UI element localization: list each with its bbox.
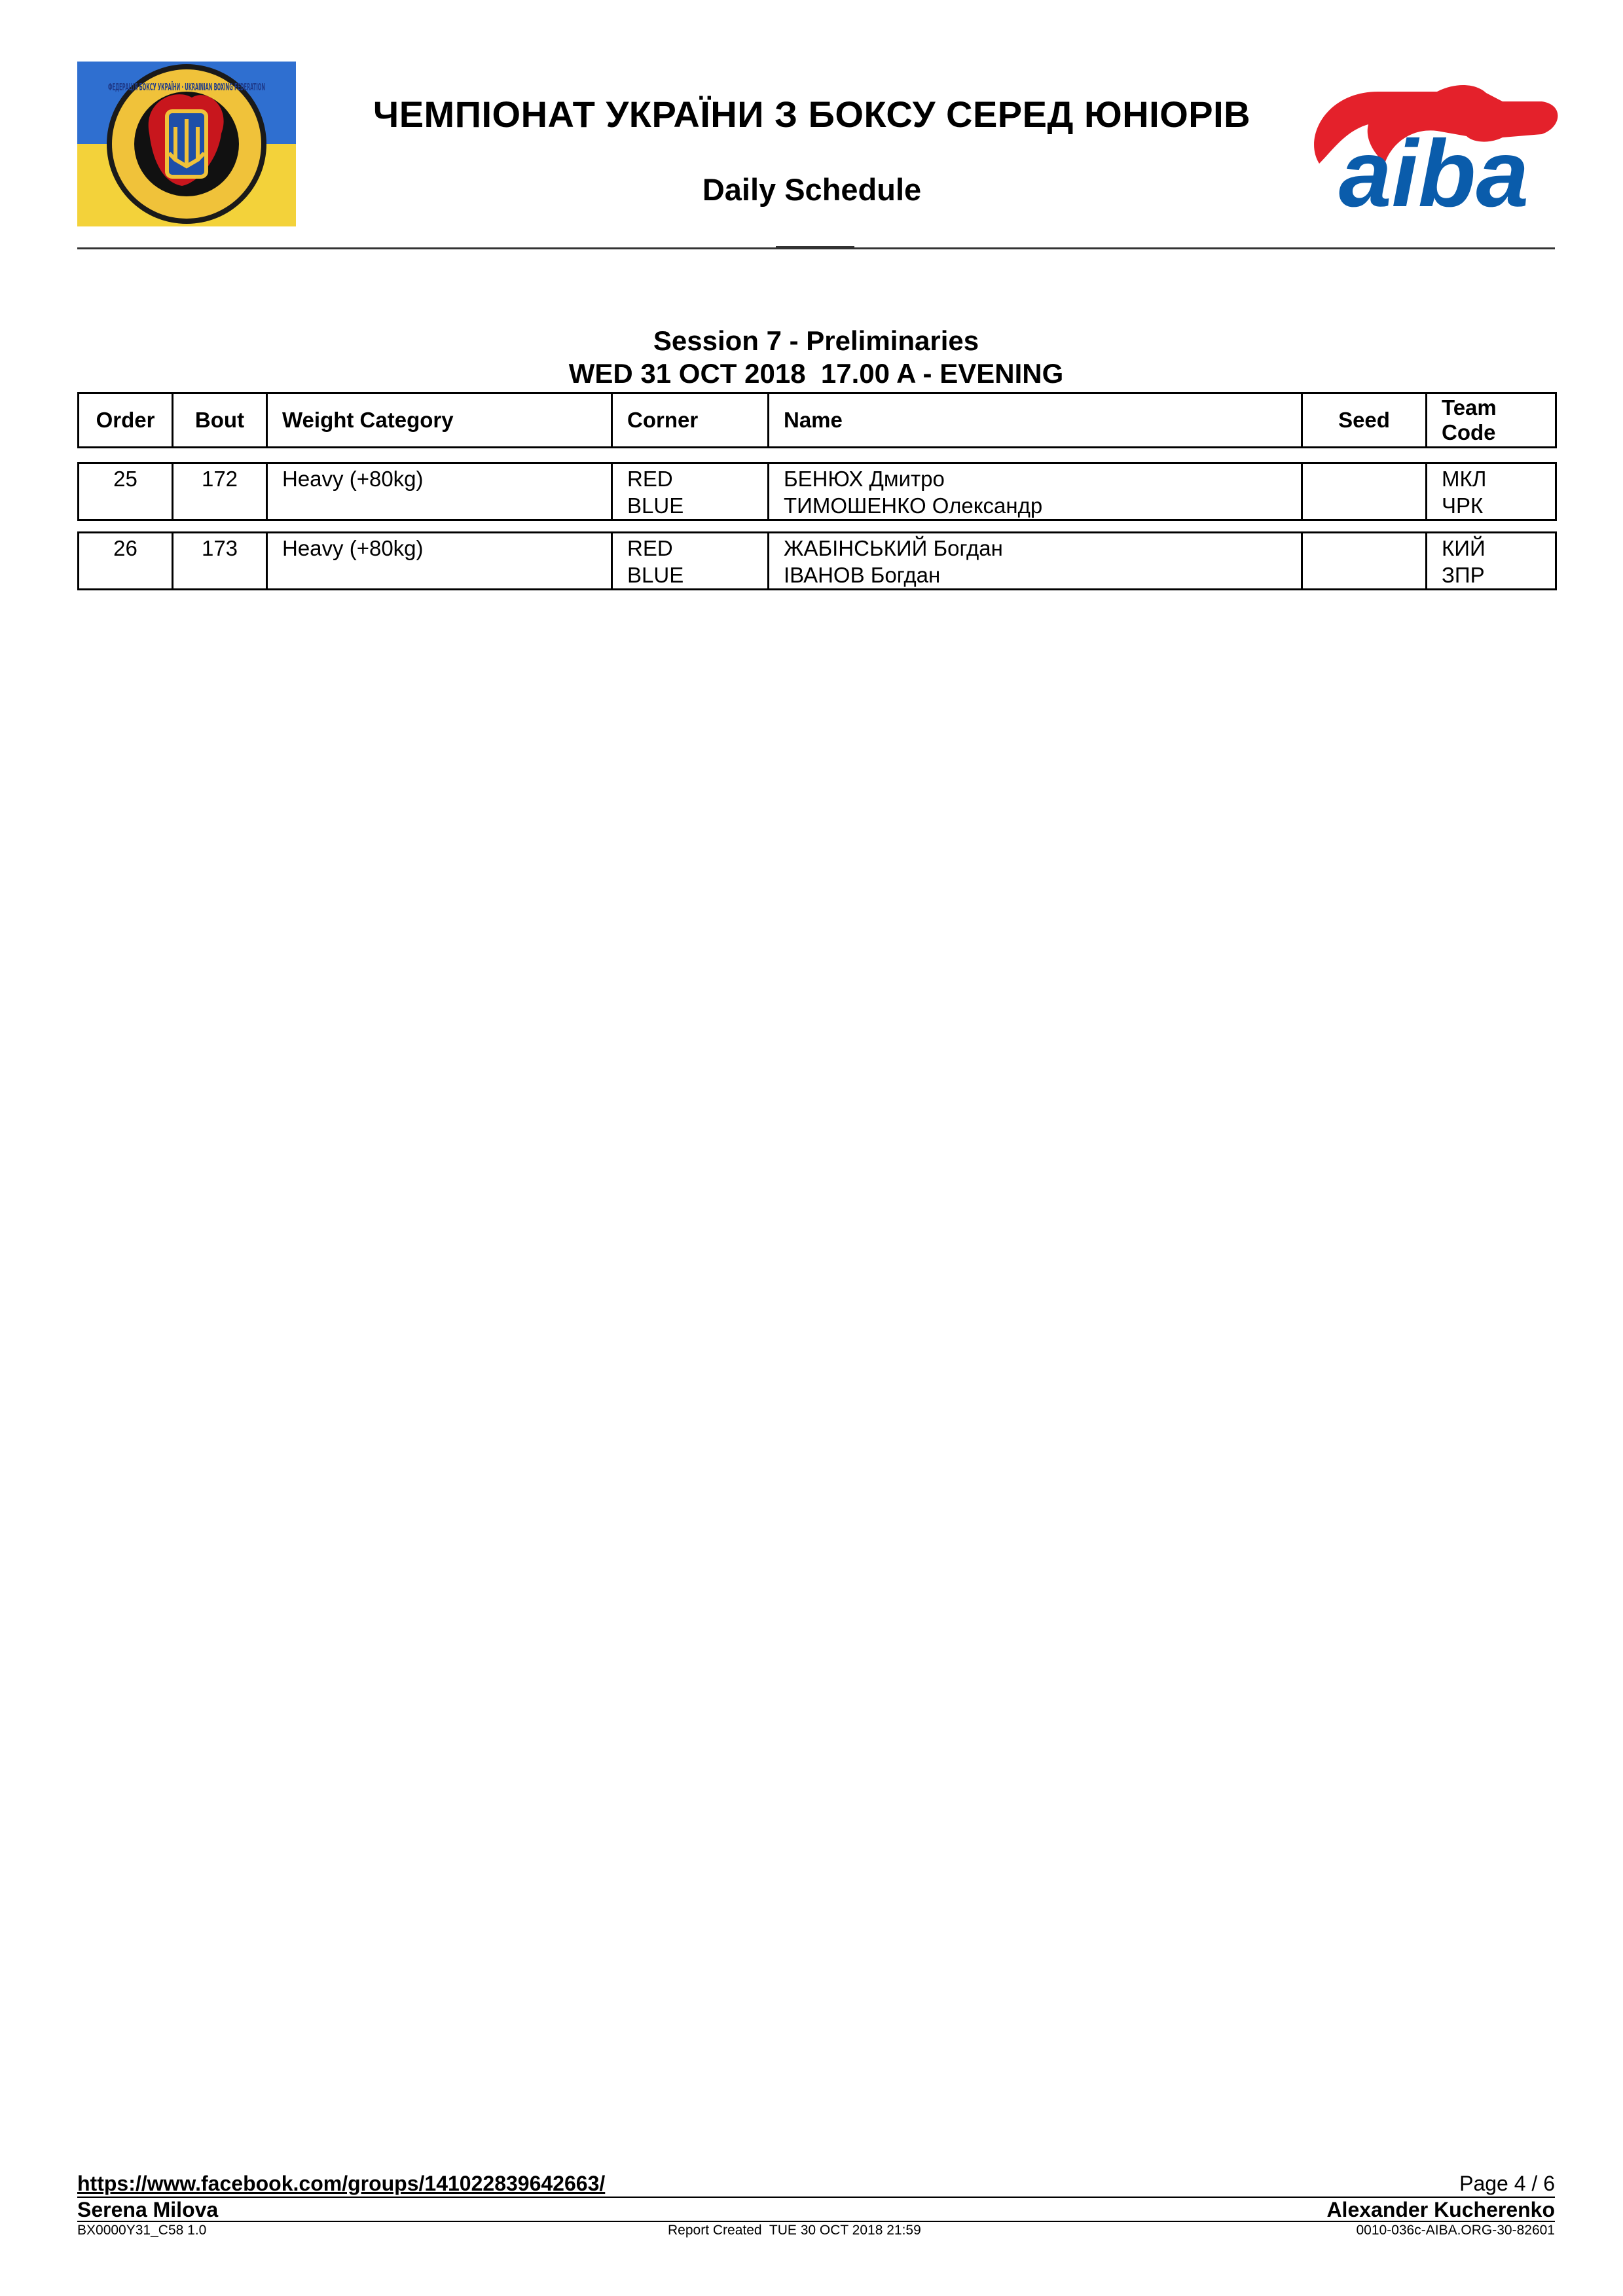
corner-cell bbox=[612, 463, 769, 520]
session-title: Session 7 - Preliminaries bbox=[653, 325, 979, 356]
weight-cell: Heavy (+80kg) bbox=[267, 533, 612, 590]
red-boxer-name: ЖАБІНСЬКИЙ Богдан bbox=[784, 536, 1003, 560]
report-created: Report Created TUE 30 OCT 2018 21:59 bbox=[668, 2223, 921, 2238]
col-header-name: Name bbox=[769, 393, 1302, 448]
weight-cell: Heavy (+80kg) bbox=[267, 463, 612, 520]
col-header-corner: Corner bbox=[612, 393, 769, 448]
blue-team-code: ЧРК bbox=[1442, 493, 1484, 518]
page-title: ЧЕМПІОНАТ УКРАЇНИ З БОКСУ СЕРЕД ЮНІОРІВ bbox=[373, 94, 1251, 135]
col-header-seed: Seed bbox=[1302, 393, 1427, 448]
team-code-cell bbox=[1427, 533, 1556, 590]
table-row bbox=[77, 462, 1557, 521]
name-cell bbox=[769, 463, 1302, 520]
bout-cell: 172 bbox=[173, 463, 267, 520]
footer-divider bbox=[77, 2221, 1555, 2222]
blue-corner: BLUE bbox=[627, 563, 684, 587]
corner-cell bbox=[612, 533, 769, 590]
red-corner: RED bbox=[627, 467, 673, 491]
name-cell bbox=[769, 533, 1302, 590]
order-cell: 26 bbox=[79, 533, 173, 590]
team-code-cell bbox=[1427, 463, 1556, 520]
aiba-wordmark: aiba bbox=[1338, 120, 1529, 226]
bout-cell: 173 bbox=[173, 533, 267, 590]
blue-boxer-name: ТИМОШЕНКО Олександр bbox=[784, 493, 1043, 518]
col-header-weight: Weight Category bbox=[267, 393, 612, 448]
red-corner: RED bbox=[627, 536, 673, 560]
logo-text: ФЕДЕРАЦІЯ БОКСУ УКРАЇНИ · UKRAINIAN BOXING FEDERATION bbox=[108, 81, 464, 93]
col-header-team-code: Team Code bbox=[1427, 393, 1556, 448]
facebook-group-link[interactable]: https://www.facebook.com/groups/141022839642663/ bbox=[77, 2172, 606, 2195]
document-code: BX0000Y31_C58 1.0 bbox=[77, 2223, 207, 2238]
footer-left-signatory: Serena Milova bbox=[77, 2198, 219, 2221]
blue-boxer-name: ІВАНОВ Богдан bbox=[784, 563, 941, 587]
boxing-federation-logo bbox=[77, 62, 464, 226]
page-number: Page 4 / 6 bbox=[1459, 2172, 1555, 2195]
col-header-bout: Bout bbox=[173, 393, 267, 448]
col-header-order: Order bbox=[79, 393, 173, 448]
blue-team-code: ЗПР bbox=[1442, 563, 1485, 587]
aiba-logo bbox=[1306, 65, 1561, 226]
blue-corner: BLUE bbox=[627, 493, 684, 518]
document-reference: 0010-036c-AIBA.ORG-30-82601 bbox=[1356, 2223, 1555, 2238]
seed-cell bbox=[1302, 463, 1427, 520]
session-date: WED 31 OCT 2018 17.00 A - EVENING bbox=[568, 358, 1064, 389]
red-boxer-name: БЕНЮХ Дмитро bbox=[784, 467, 945, 491]
order-cell: 25 bbox=[79, 463, 173, 520]
red-team-code: КИЙ bbox=[1442, 536, 1486, 560]
footer-right-signatory: Alexander Kucherenko bbox=[1326, 2198, 1555, 2221]
seed-cell bbox=[1302, 533, 1427, 590]
schedule-header-row bbox=[77, 392, 1557, 448]
table-row bbox=[77, 531, 1557, 590]
page-subtitle: Daily Schedule bbox=[702, 172, 922, 207]
red-team-code: МКЛ bbox=[1442, 467, 1487, 491]
